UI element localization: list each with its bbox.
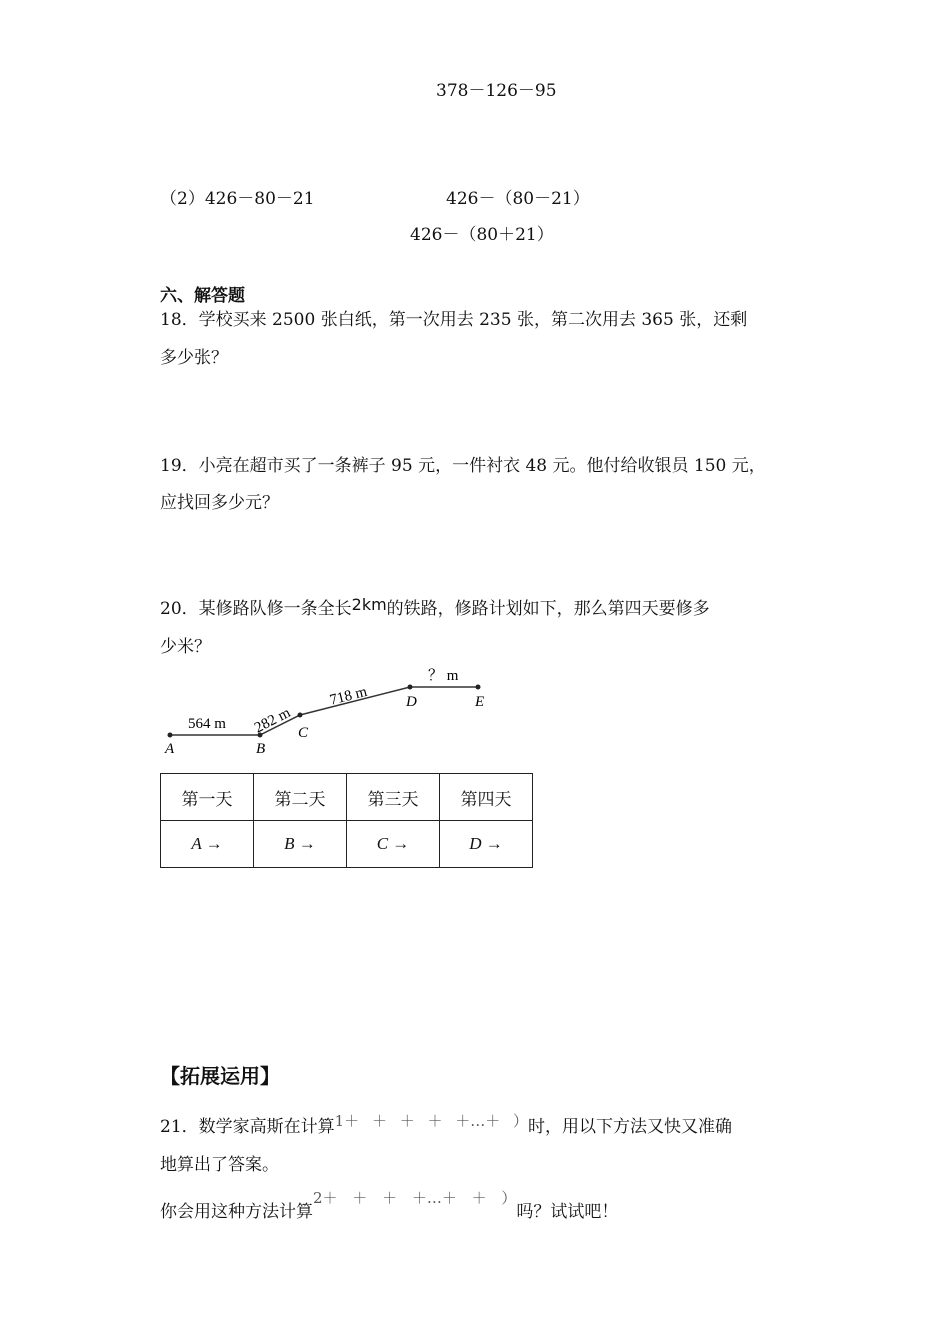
question-19-line2: 应找回多少元？ — [160, 493, 279, 513]
point-e — [476, 685, 481, 690]
question-20-prefix: 20．某修路队修一条全长 — [160, 599, 352, 619]
calc-q2-label: （2）426－80－21 — [160, 189, 315, 209]
plan-table-row — [161, 821, 533, 868]
label-seg-bc: 282 m — [252, 704, 294, 737]
question-20-line1 — [160, 594, 710, 619]
question-19-line1: 19．小亮在超市买了一条裤子 95 元，一件衬衣 48 元。他付给收银员 150 元， — [160, 456, 766, 476]
question-21-line3-prefix: 你会用这种方法计算 — [160, 1202, 313, 1222]
plan-table-header-row — [161, 774, 533, 821]
plan-cell-day2: B → — [254, 821, 347, 868]
question-21-line3 — [160, 1189, 619, 1222]
point-a — [168, 733, 173, 738]
label-point-e: E — [475, 694, 485, 710]
label-point-b: B — [256, 741, 266, 757]
section-six-title: 六、解答题 — [160, 286, 245, 306]
road-diagram — [160, 660, 500, 760]
question-21-line1 — [160, 1112, 732, 1137]
question-21-line3-suffix: 吗？试试吧！ — [516, 1202, 619, 1222]
question-21-line2: 地算出了答案。 — [160, 1155, 279, 1175]
plan-header-day4: 第四天 — [440, 774, 533, 821]
question-21-formula-2: 2＋ ＋ ＋ ＋…＋ ＋ ） — [313, 1189, 517, 1207]
label-seg-ab: 564 m — [188, 716, 226, 732]
label-seg-cd: 718 m — [328, 683, 369, 709]
point-d — [408, 685, 413, 690]
label-point-c: C — [298, 725, 309, 741]
calc-expression-top: 378－126－95 — [436, 81, 557, 101]
calc-q2-expression-b: 426－（80－21） — [446, 189, 590, 209]
question-20-line2: 少米？ — [160, 637, 211, 657]
question-21-prefix: 21．数学家高斯在计算 — [160, 1117, 335, 1137]
plan-header-day3: 第三天 — [347, 774, 440, 821]
plan-table — [160, 773, 533, 868]
plan-cell-day3: C → — [347, 821, 440, 868]
question-21-suffix: 时，用以下方法又快又准确 — [528, 1117, 733, 1137]
question-18-line1: 18．学校买来 2500 张白纸，第一次用去 235 张，第二次用去 365 张，还剩 — [160, 310, 748, 330]
question-20-suffix: 的铁路，修路计划如下，那么第四天要修多 — [386, 599, 710, 619]
plan-header-day2: 第二天 — [254, 774, 347, 821]
plan-header-day1: 第一天 — [161, 774, 254, 821]
calc-q2-expression-c: 426－（80＋21） — [410, 225, 554, 245]
label-point-a: A — [165, 741, 175, 757]
question-21-formula: 1＋ ＋ ＋ ＋ ＋…＋ ） — [334, 1112, 529, 1130]
plan-cell-day4: D → — [440, 821, 533, 868]
question-18-line2: 多少张？ — [160, 348, 228, 368]
plan-cell-day1: A → — [161, 821, 254, 868]
label-point-d: D — [406, 694, 417, 710]
question-20-length: 2km — [351, 595, 387, 614]
label-seg-de: ？ m — [428, 668, 459, 684]
point-c — [298, 713, 303, 718]
extension-title: 【拓展运用】 — [160, 1064, 280, 1088]
